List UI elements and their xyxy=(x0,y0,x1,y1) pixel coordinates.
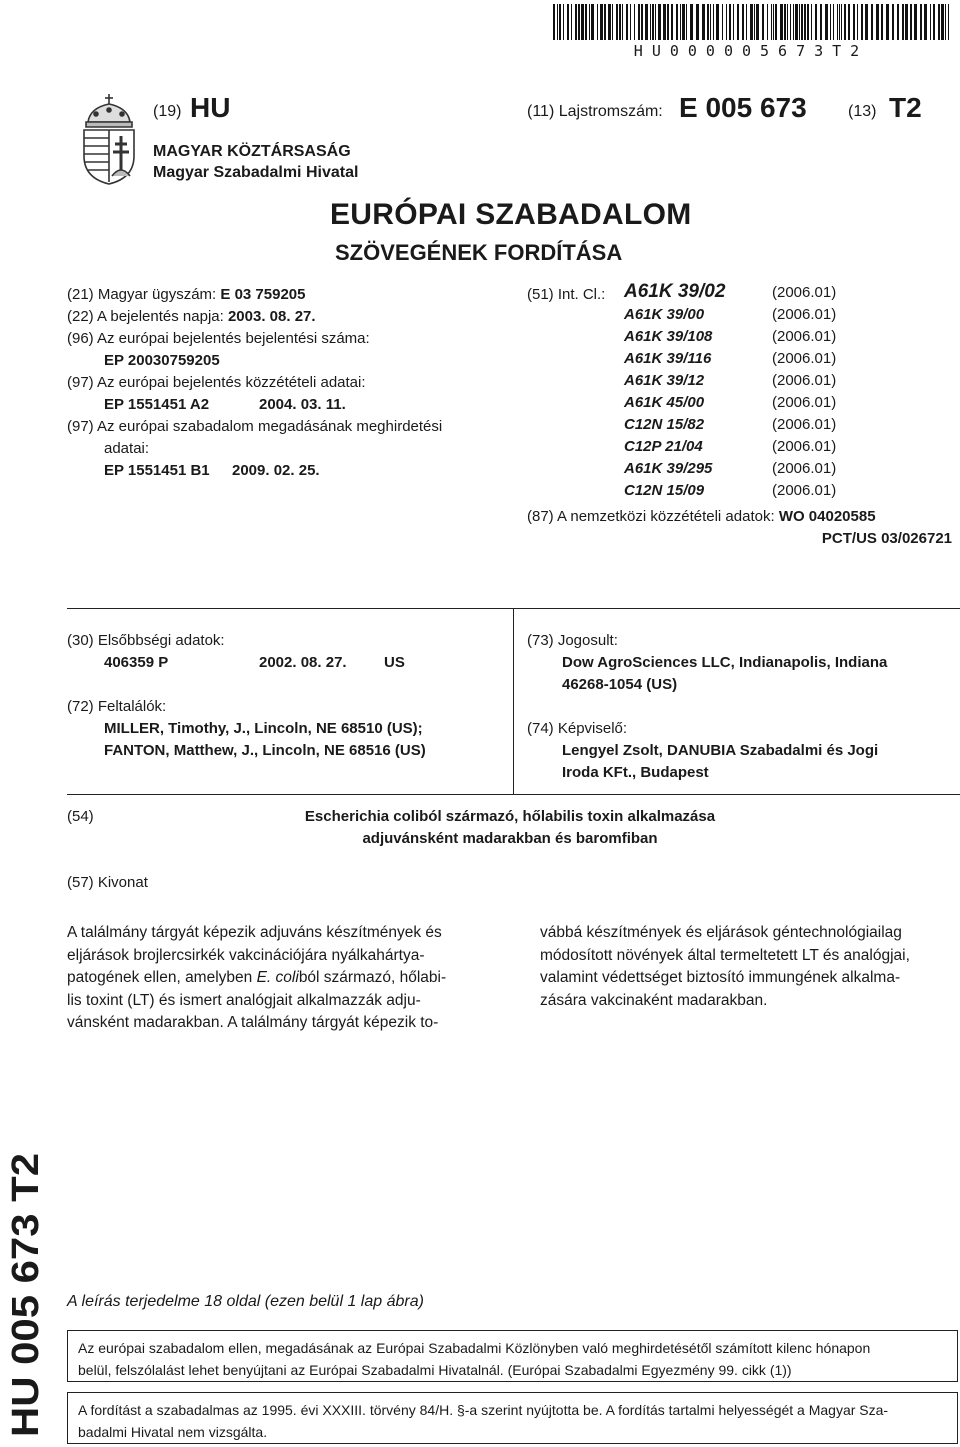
barcode-bar xyxy=(589,4,590,40)
barcode-bar xyxy=(902,4,904,40)
barcode-bar xyxy=(762,4,764,40)
cls-version: (2006.01) xyxy=(772,416,837,433)
cls-code: A61K 39/12 xyxy=(624,372,705,389)
ep-grant-label-2: adatai: xyxy=(104,440,150,457)
owner-1: Dow AgroSciences LLC, Indianapolis, Indiana xyxy=(562,654,888,671)
barcode-bar xyxy=(924,4,927,40)
barcode-bar xyxy=(616,4,618,40)
barcode-bar xyxy=(652,4,654,40)
barcode-bar xyxy=(820,4,822,40)
barcode-bar xyxy=(844,4,846,40)
barcode-bar xyxy=(848,4,850,40)
sidebar-publication-number xyxy=(0,1150,48,1440)
barcode-bar xyxy=(575,4,577,40)
barcode-bar xyxy=(597,4,598,40)
barcode-bar xyxy=(686,4,687,40)
ep-grant-number: EP 1551451 B1 xyxy=(104,462,210,479)
abstract-line: vánsként madarakban. A találmány tárgyát képezik to- xyxy=(67,1014,439,1031)
invention-title-1: Escherichia coliból származó, hőlabilis toxin alkalmazása xyxy=(304,808,716,825)
barcode-bar xyxy=(804,4,806,40)
barcode-bar xyxy=(690,4,693,40)
divider xyxy=(513,608,514,794)
cls-version: (2006.01) xyxy=(772,482,837,499)
case-number-row xyxy=(67,284,305,306)
inventor-2: FANTON, Matthew, J., Lincoln, NE 68516 (US) xyxy=(104,742,426,759)
barcode-bar xyxy=(750,4,753,40)
barcode-bar xyxy=(585,4,587,40)
barcode-bar xyxy=(641,4,643,40)
abstract-line: módosított növények által termeltetett LT és analógjai, xyxy=(540,946,910,964)
barcode-bar xyxy=(702,4,705,40)
filing-date-value: 2003. 08. 27. xyxy=(227,308,316,325)
barcode-bar xyxy=(793,4,794,40)
barcode-bar xyxy=(930,4,931,40)
barcode-bar xyxy=(676,4,678,40)
abstract-left-column xyxy=(67,922,487,1035)
translation-line-1: A fordítást a szabadalmas az 1995. évi XXXIII. törvény 84/H. §-a szerint nyújtotta be. A fordítás tartalmi helyességét a Magyar Sza- xyxy=(78,1402,889,1418)
coat-of-arms-icon xyxy=(78,92,140,186)
barcode-bar xyxy=(557,4,558,40)
barcode-bar xyxy=(795,4,798,40)
barcode-bar xyxy=(563,4,564,40)
barcode-bar xyxy=(801,4,803,40)
barcode-bar xyxy=(619,4,621,40)
intl-pub-row xyxy=(527,506,876,528)
patent-office: Magyar Szabadalmi Hivatal xyxy=(153,164,359,181)
barcode-bar xyxy=(938,4,940,40)
owner-2: 46268-1054 (US) xyxy=(562,676,678,693)
barcode-bar xyxy=(767,4,768,40)
barcode-bar xyxy=(612,4,613,40)
barcode-bar xyxy=(787,4,788,40)
barcode-bar xyxy=(756,4,759,40)
ep-publication-number: EP 1551451 A2 xyxy=(104,396,210,413)
ep-application-value: EP 20030759205 xyxy=(104,352,220,369)
abstract-line: lis toxint (LT) és ismert analógjait alkalmazzák adju- xyxy=(67,991,421,1009)
barcode-bar xyxy=(857,4,858,40)
ep-application-label: (96) Az európai bejelentés bejelentési száma: xyxy=(67,330,370,347)
barcode-bar xyxy=(634,4,635,40)
cls-version: (2006.01) xyxy=(772,460,837,477)
abstract-right-column xyxy=(540,922,958,1012)
barcode-bar xyxy=(886,4,889,40)
barcode-number: HU000005673T2 xyxy=(633,42,869,60)
country-name: MAGYAR KÖZTÁRSASÁG xyxy=(153,143,351,160)
owner-label: (73) Jogosult: xyxy=(527,632,618,649)
filing-date-label: (22) A bejelentés napja: xyxy=(67,308,224,325)
cls-version: (2006.01) xyxy=(772,372,837,389)
case-number-label: (21) Magyar ügyszám: xyxy=(67,286,217,303)
barcode-bar xyxy=(945,4,946,40)
cls-code: C12N 15/82 xyxy=(624,416,705,433)
cls-code: A61K 39/108 xyxy=(624,328,713,345)
int-cl-label: (51) Int. Cl.: xyxy=(527,286,606,303)
barcode-bar xyxy=(790,4,791,40)
barcode-bar xyxy=(707,4,709,40)
priority-label: (30) Elsőbbségi adatok: xyxy=(67,632,225,649)
barcode-bar xyxy=(892,4,894,40)
ep-grant-date: 2009. 02. 25. xyxy=(232,462,320,479)
barcode-bar xyxy=(737,4,739,40)
barcode-bar xyxy=(671,4,673,40)
filing-date-row xyxy=(67,306,316,328)
barcode-bar xyxy=(578,4,580,40)
barcode-bar xyxy=(825,4,828,40)
barcode-bar xyxy=(811,4,812,40)
kind-prefix: (13) xyxy=(848,103,877,120)
cls-version: (2006.01) xyxy=(772,394,837,411)
cls-code: A61K 39/00 xyxy=(624,306,705,323)
opposition-line-1: Az európai szabadalom ellen, megadásának az Európai Szabadalmi Közlönyben való meghirdetésétől számított kilenc hónapon xyxy=(78,1340,871,1356)
barcode-bar xyxy=(713,4,714,40)
document-subtitle: SZÖVEGÉNEK FORDÍTÁSA xyxy=(335,240,623,265)
invention-title-2: adjuvánsként madarakban és baromfiban xyxy=(362,830,658,847)
barcode xyxy=(551,4,951,40)
barcode-bar xyxy=(553,4,555,40)
barcode-bar xyxy=(861,4,863,40)
priority-number: 406359 P xyxy=(104,654,169,671)
barcode-bar xyxy=(645,4,648,40)
barcode-bar xyxy=(871,4,873,40)
barcode-bar xyxy=(920,4,922,40)
barcode-bar xyxy=(722,4,723,40)
barcode-bar xyxy=(581,4,584,40)
cls-version: (2006.01) xyxy=(772,284,837,301)
barcode-bar xyxy=(604,4,606,40)
cls-version: (2006.01) xyxy=(772,350,837,367)
cls-code: C12P 21/04 xyxy=(624,438,703,455)
barcode-bar xyxy=(839,4,840,40)
ep-publication-date: 2004. 03. 11. xyxy=(259,396,346,413)
cls-code-main: A61K 39/02 xyxy=(624,281,726,302)
agent-2: Iroda KFt., Budapest xyxy=(562,764,709,781)
barcode-bar xyxy=(733,4,734,40)
barcode-bar xyxy=(784,4,786,40)
barcode-bar xyxy=(775,4,777,40)
cls-code: A61K 45/00 xyxy=(624,394,705,411)
barcode-bar xyxy=(897,4,899,40)
barcode-bar xyxy=(626,4,628,40)
opposition-line-2: belül, felszólalást lehet benyújtani az Európai Szabadalmi Hivatalnál. (Európai Szabadalmi Egyezmény 99. cikk (1)) xyxy=(78,1362,792,1378)
barcode-bar xyxy=(696,4,699,40)
barcode-bar xyxy=(716,4,719,40)
barcode-bar xyxy=(933,4,935,40)
barcode-bar xyxy=(559,4,561,40)
barcode-bar xyxy=(830,4,831,40)
barcode-bar xyxy=(771,4,772,40)
document-title: EURÓPAI SZABADALOM xyxy=(330,198,692,231)
barcode-bar xyxy=(754,4,755,40)
barcode-bar xyxy=(667,4,669,40)
abstract-line: patogének ellen, amelyben E. coliból származó, hőlabi- xyxy=(67,969,447,986)
barcode-bar xyxy=(746,4,747,40)
country-code: HU xyxy=(190,92,231,123)
cls-code: C12N 15/09 xyxy=(624,482,705,499)
translation-line-2: badalmi Hivatal nem vizsgálta. xyxy=(78,1424,268,1440)
barcode-bar xyxy=(729,4,731,40)
barcode-bar xyxy=(663,4,666,40)
barcode-bar xyxy=(650,4,651,40)
cls-version: (2006.01) xyxy=(772,306,837,323)
opposition-notice xyxy=(67,1330,958,1382)
barcode-bar xyxy=(622,4,623,40)
barcode-bar xyxy=(833,4,834,40)
barcode-bar xyxy=(941,4,944,40)
barcode-bar xyxy=(807,4,809,40)
barcode-bar xyxy=(680,4,681,40)
barcode-bar xyxy=(865,4,868,40)
case-number-value: E 03 759205 xyxy=(220,286,306,303)
barcode-bar xyxy=(710,4,711,40)
barcode-bar xyxy=(948,4,949,40)
barcode-bar xyxy=(682,4,685,40)
barcode-bar xyxy=(726,4,727,40)
inventors-label: (72) Feltalálók: xyxy=(67,698,167,715)
intl-pub-pct: PCT/US 03/026721 xyxy=(821,530,952,547)
abstract-line: A találmány tárgyát képezik adjuváns készítmények és xyxy=(67,924,442,941)
barcode-bar xyxy=(914,4,917,40)
abstract-line: vábbá készítmények és eljárások géntechnológiailag xyxy=(540,924,902,941)
barcode-bar xyxy=(780,4,783,40)
translation-notice xyxy=(67,1392,958,1444)
ep-grant-label-1: (97) Az európai szabadalom megadásának meghirdetési xyxy=(67,418,443,435)
barcode-bar xyxy=(600,4,603,40)
barcode-bar xyxy=(905,4,908,40)
sidebar-number-text: HU 005 673 T2 xyxy=(5,1179,47,1437)
abstract-label: (57) Kivonat xyxy=(67,874,148,891)
inventor-1: MILLER, Timothy, J., Lincoln, NE 68510 (US); xyxy=(104,720,423,737)
agent-label: (74) Képviselő: xyxy=(527,720,628,737)
barcode-bar xyxy=(608,4,611,40)
registry-prefix: (11) Lajstromszám: xyxy=(527,103,663,120)
barcode-bar xyxy=(881,4,883,40)
agent-1: Lengyel Zsolt, DANUBIA Szabadalmi és Jogi xyxy=(562,742,879,759)
abstract-line: valamint védettséget biztosító immungének alkalma- xyxy=(540,969,901,986)
barcode-bar xyxy=(567,4,569,40)
barcode-bar xyxy=(658,4,661,40)
barcode-bar xyxy=(910,4,912,40)
barcode-bar xyxy=(853,4,855,40)
abstract-line: zására vakcinaként madarakban. xyxy=(540,991,768,1009)
cls-version: (2006.01) xyxy=(772,328,837,345)
cls-code: A61K 39/116 xyxy=(624,350,712,367)
priority-country: US xyxy=(384,654,405,671)
barcode-bar xyxy=(591,4,594,40)
kind-code: T2 xyxy=(889,92,922,123)
extent-note: A leírás terjedelme 18 oldal (ezen belül 1 lap ábra) xyxy=(67,1293,424,1310)
ep-publication-label: (97) Az európai bejelentés közzétételi adatai: xyxy=(67,374,366,391)
barcode-bar xyxy=(876,4,879,40)
priority-date: 2002. 08. 27. xyxy=(259,654,347,671)
barcode-bar xyxy=(638,4,640,40)
barcode-bar xyxy=(815,4,817,40)
invention-label: (54) xyxy=(67,808,94,825)
barcode-bar xyxy=(837,4,838,40)
barcode-bar xyxy=(655,4,656,40)
barcode-bar xyxy=(742,4,744,40)
intl-pub-wo: WO 04020585 xyxy=(778,508,876,525)
barcode-bar xyxy=(630,4,631,40)
abstract-line: eljárások brojlercsirkék vakcinációjára nyálkahártya- xyxy=(67,946,425,964)
barcode-bar xyxy=(841,4,842,40)
cls-version: (2006.01) xyxy=(772,438,837,455)
registry-number: E 005 673 xyxy=(679,92,807,123)
barcode-bar xyxy=(773,4,774,40)
barcode-bar xyxy=(571,4,572,40)
intl-pub-label: (87) A nemzetközi közzétételi adatok: xyxy=(527,508,775,525)
divider xyxy=(67,794,960,795)
country-prefix: (19) xyxy=(153,103,182,120)
cls-code: A61K 39/295 xyxy=(624,460,713,477)
barcode-bar xyxy=(799,4,800,40)
